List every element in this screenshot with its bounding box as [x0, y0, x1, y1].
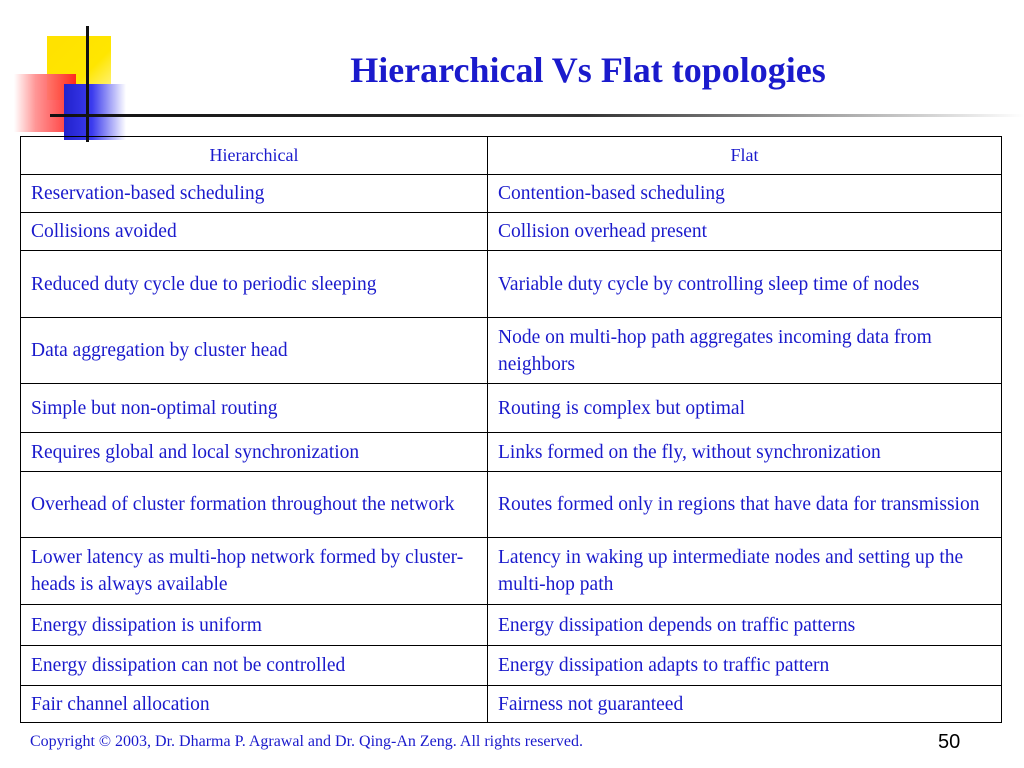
column-header-hierarchical: Hierarchical: [21, 137, 488, 175]
table-cell: Collision overhead present: [488, 213, 1002, 251]
table-cell: Energy dissipation adapts to traffic pattern: [488, 646, 1002, 686]
table-row: [21, 251, 1002, 318]
blue-square-shape: [64, 84, 126, 140]
table-cell: Routes formed only in regions that have data for transmission: [488, 472, 1002, 538]
title-underline: [50, 114, 1024, 117]
decorative-logo: [0, 0, 140, 150]
table-cell: Reduced duty cycle due to periodic sleeping: [21, 251, 488, 318]
copyright-footer: Copyright © 2003, Dr. Dharma P. Agrawal and Dr. Qing-An Zeng. All rights reserved.: [30, 733, 583, 750]
table-cell: Latency in waking up intermediate nodes and setting up the multi-hop path: [488, 538, 1002, 605]
table-cell: Energy dissipation depends on traffic patterns: [488, 605, 1002, 646]
table-cell: Contention-based scheduling: [488, 175, 1002, 213]
column-header-flat: Flat: [488, 137, 1002, 175]
slide-title: Hierarchical Vs Flat topologies: [350, 50, 826, 90]
table-cell: Energy dissipation is uniform: [21, 605, 488, 646]
table-row: [21, 213, 1002, 251]
table-cell: Data aggregation by cluster head: [21, 318, 488, 384]
table-row: [21, 472, 1002, 538]
table-cell: Requires global and local synchronization: [21, 433, 488, 472]
table-row: [21, 646, 1002, 686]
table-row: [21, 686, 1002, 723]
table-cell: Variable duty cycle by controlling sleep time of nodes: [488, 251, 1002, 318]
table-cell: Fairness not guaranteed: [488, 686, 1002, 723]
table-cell: Node on multi-hop path aggregates incoming data from neighbors: [488, 318, 1002, 384]
comparison-table: [20, 136, 1002, 723]
table-row: [21, 538, 1002, 605]
table-row: [21, 433, 1002, 472]
table-cell: Reservation-based scheduling: [21, 175, 488, 213]
page-number: 50: [938, 731, 961, 753]
table-cell: Simple but non-optimal routing: [21, 384, 488, 433]
table-cell: Energy dissipation can not be controlled: [21, 646, 488, 686]
table-row: [21, 175, 1002, 213]
table-cell: Overhead of cluster formation throughout the network: [21, 472, 488, 538]
table-row: [21, 318, 1002, 384]
table-cell: Collisions avoided: [21, 213, 488, 251]
table-cell: Links formed on the fly, without synchronization: [488, 433, 1002, 472]
table-header-row: [21, 137, 1002, 175]
table-row: [21, 605, 1002, 646]
table-row: [21, 384, 1002, 433]
table-cell: Routing is complex but optimal: [488, 384, 1002, 433]
table-cell: Fair channel allocation: [21, 686, 488, 723]
vertical-rule: [86, 26, 89, 142]
table-cell: Lower latency as multi-hop network formed by cluster-heads is always available: [21, 538, 488, 605]
